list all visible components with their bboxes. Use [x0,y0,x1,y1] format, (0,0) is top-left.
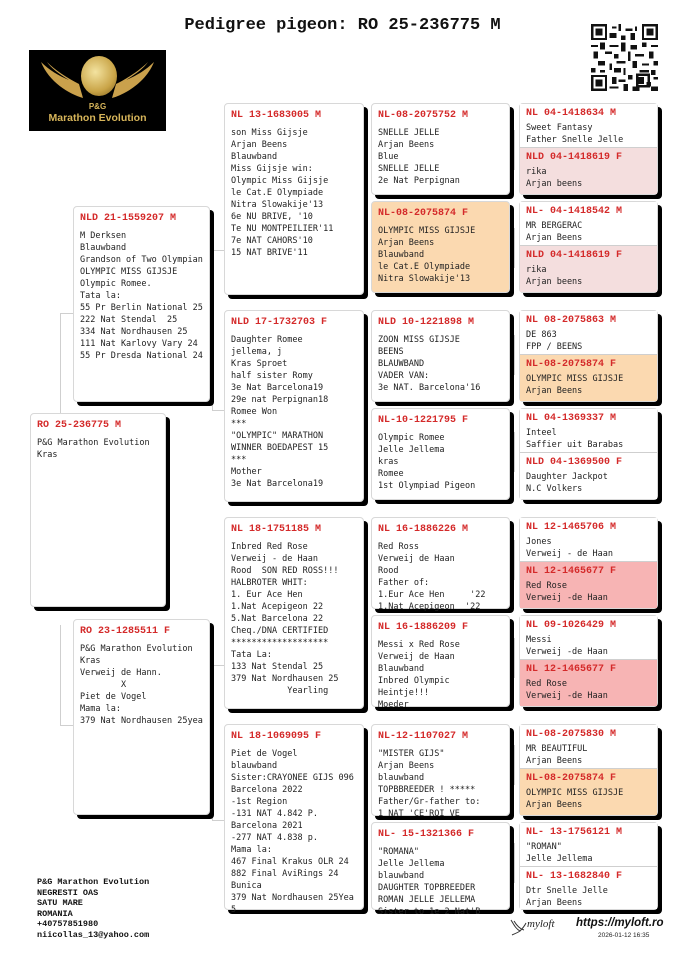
ring-number: NL 13-1683005 M [231,110,322,121]
father-card[interactable] [73,206,210,402]
connector-line [60,725,74,726]
pigeon-details: Messi Verweij -de Haan [526,635,608,657]
pigeon-details: Jones Verweij - de Haan [526,537,613,559]
ring-number: NLD 17-1732703 F [231,317,328,328]
connector-line [60,313,74,314]
ring-number: NL 16-1886209 F [378,622,469,633]
great-grandparent-card[interactable] [371,517,510,612]
ring-number: NL 12-1465677 F [526,566,617,577]
great-grandparent-card[interactable] [371,724,510,819]
ggg-male[interactable] [520,518,657,562]
ring-number: NLD 10-1221898 M [378,317,475,328]
ring-number: NL 09-1026429 M [526,620,617,631]
ggg-pair-card[interactable] [519,615,658,707]
ggg-female[interactable] [520,453,657,499]
pigeon-details: Inbred Red Rose Verweij - de Haan Rood SON RED ROSS!!! HALBROTER WHIT: 1. Eur Ace Hen 1.Nat Acepigeon 22 5.Nat Barcelona 22 Cheq./DNA CERTIFIED ******************* Tata La: 133 Nat Stendal 25 379 Nat Nordhausen 25 Yearling [231,542,339,696]
connector-line [212,250,213,410]
myloft-brand: myloft [527,918,555,930]
ring-number: NL- 13-1682840 F [526,871,623,882]
pigeon-details: son Miss Gijsje Arjan Beens Blauwband Miss Gijsje win: Olympic Miss Gijsje le Cat.E Olympiade Nitra Slowakije'13 6e NU BRIVE, '10 Te NU MONTPEILIER'11 7e NAT CAHORS'10 15 NAT BRIVE'11 [231,128,334,258]
connector-line [514,540,515,580]
great-grandparent-card[interactable] [371,615,510,710]
website-link[interactable]: https://myloft.ro [576,917,664,929]
ggg-pair-card[interactable] [519,724,658,816]
pigeon-details: Dtr Snelle Jelle Arjan Beens [526,886,608,908]
connector-line [60,313,61,413]
connector-line [212,665,224,666]
ggg-pair-card[interactable] [519,822,658,910]
logo [29,50,166,131]
ggg-pair-card[interactable] [519,310,658,402]
ring-number: RO 25-236775 M [37,420,122,431]
great-grandparent-card[interactable] [371,822,510,917]
grandparent-card[interactable] [224,517,364,709]
qr-code-icon [591,24,658,91]
ggg-male[interactable] [520,311,657,355]
grandparent-card[interactable] [224,310,364,502]
ring-number: NL-08-2075874 F [526,359,617,370]
ring-number: RO 23-1285511 F [80,626,171,637]
pigeon-details: "ROMANA" Jelle Jellema blauwband DAUGHTER TOPBREEDER ROMAN JELLE JELLEMA Sister to 1e 2 Nat'B [378,847,481,917]
subject-card[interactable] [30,413,166,607]
connector-line [60,625,61,725]
connector-line [514,335,515,375]
ring-number: NL-08-2075874 F [526,773,617,784]
pigeon-details: Red Rose Verweij -de Haan [526,581,608,603]
great-grandparent-card[interactable] [371,201,510,293]
connector-line [514,843,515,883]
pigeon-details: OLYMPIC MISS GIJSJE Arjan Beens [526,788,624,810]
connector-line [212,665,213,820]
mother-card[interactable] [73,619,210,815]
ggg-male[interactable] [520,202,657,246]
ring-number: NL-12-1107027 M [378,731,469,742]
ggg-male[interactable] [520,104,657,148]
pigeon-details: M Derksen Blauwband Grandson of Two Olympian OLYMPIC MISS GIJSJE Olympic Romee. Tata la: 55 Pr Berlin National 25 222 Nat Stendal 25 334 Nat Nordhausen 25 111 Nat Karlovy Vary 24 55 Pr Dresda National 24 [80,231,203,361]
pigeon-details: "MISTER GIJS" Arjan Beens blauwband TOPBBREEDER ! ***** Father/Gr-father to: 1 NAT 'CE'ROI VE [378,749,481,819]
ring-number: NL 12-1465706 M [526,522,617,533]
grandparent-card[interactable] [224,103,364,295]
pigeon-details: DE 863 FPP / BEENS [526,330,583,352]
pigeon-details: P&G Marathon Evolution Kras Verweij de Hann. X Piet de Vogel Mama la: 379 Nat Nordhausen 25yea [80,644,203,726]
pigeon-details: MR BEAUTIFUL Arjan Beens [526,744,588,766]
pigeon-details: Olympic Romee Jelle Jellema kras Romee 1st Olympiad Pigeon [378,433,476,491]
ggg-male[interactable] [520,409,657,453]
connector-line [514,432,515,472]
ggg-female[interactable] [520,660,657,706]
great-grandparent-card[interactable] [371,408,510,500]
pigeon-details: OLYMPIC MISS GIJSJE Arjan Beens [526,374,624,396]
logo-text-name: Marathon Evolution [48,112,147,124]
pigeon-details: rika Arjan beens [526,265,583,287]
pigeon-details: Piet de Vogel blauwband Sister:CRAYONEE GIJS 096 Barcelona 2022 -1st Region -131 NAT 4.842 P. Barcelona 2021 -277 NAT 4.838 p. Mama la: 467 Final Krakus OLR 24 882 Final AviRings 24 Bunica 379 Nat Nordhausen 25Yea 5 [231,749,354,915]
pigeon-details: OLYMPIC MISS GIJSJE Arjan Beens Blauwband le Cat.E Olympiade Nitra Slowakije'13 [378,226,476,284]
ring-number: NL-08-2075752 M [378,110,469,121]
connector-line [364,560,365,660]
ring-number: NLD 04-1418619 F [526,250,623,261]
grandparent-card[interactable] [224,724,364,915]
ggg-female[interactable] [520,562,657,608]
logo-text-pg: P&G [88,102,107,111]
pigeon-details: Inteel Saffier uit Barabas [526,428,624,450]
ggg-pair-card[interactable] [519,103,658,195]
breeder-address: P&G Marathon Evolution NEGRESTI OAS SATU MARE ROMANIA +40757851980 niicollas_13@yahoo.com [37,877,150,940]
ggg-pair-card[interactable] [519,408,658,500]
connector-line [364,355,365,455]
wing-icon [111,60,156,100]
ring-number: NL- 15-1321366 F [378,829,475,840]
wing-icon [39,60,84,100]
pigeon-details: rika Arjan beens [526,167,583,189]
ring-number: NLD 21-1559207 M [80,213,177,224]
ring-number: NL- 13-1756121 M [526,827,623,838]
pigeon-details: ZOON MISS GIJSJE BEENS BLAUWBAND VADER VAN: 3e NAT. Barcelona'16 [378,335,481,393]
ring-number: NL-08-2075874 F [378,208,469,219]
ggg-female[interactable] [520,867,657,909]
pigeon-details: Red Rose Verweij -de Haan [526,679,608,701]
great-grandparent-card[interactable] [371,310,510,402]
ring-number: NL 16-1886226 M [378,524,469,535]
pigeon-details: Daughter Romee jellema, j Kras Sproet half sister Romy 3e Nat Barcelona19 29e nat Perpignan18 Romee Won *** "OLYMPIC" MARATHON WINNER BOEDAPEST 15 *** Mother 3e Nat Barcelona19 [231,335,329,489]
connector-line [212,250,224,251]
timestamp: 2026-01-12 16:35 [598,932,650,939]
great-grandparent-card[interactable] [371,103,510,195]
ring-number: NL-10-1221795 F [378,415,469,426]
ring-number: NL- 04-1418542 M [526,206,623,217]
ggg-female[interactable] [520,148,657,194]
ggg-male[interactable] [520,616,657,660]
ring-number: NL-08-2075830 M [526,729,617,740]
ggg-female[interactable] [520,246,657,292]
page-title: Pedigree pigeon: RO 25-236775 M [184,16,501,35]
connector-line [514,638,515,678]
pigeon-details: P&G Marathon Evolution Kras [37,438,150,460]
ggg-female[interactable] [520,355,657,401]
pigeon-details: "ROMAN" Jelle Jellema [526,842,593,864]
pigeon-details: Red Ross Verweij de Haan Rood Father of: 1.Eur Ace Hen '22 1.Nat Acepigeon '22 [378,542,486,612]
connector-line [364,765,365,865]
ggg-male[interactable] [520,725,657,769]
ring-number: NL 18-1751185 M [231,524,322,535]
ring-number: NL 04-1369337 M [526,413,617,424]
connector-line [514,130,515,170]
pigeon-details: Messi x Red Rose Verweij de Haan Blauwband Inbred Olympic Heintje!!! Moeder [378,640,460,710]
ggg-pair-card[interactable] [519,517,658,609]
ring-number: NL 08-2075863 M [526,315,617,326]
ggg-male[interactable] [520,823,657,867]
ring-number: NLD 04-1369500 F [526,457,623,468]
pigeon-details: SNELLE JELLE Arjan Beens Blue SNELLE JELLE 2e Nat Perpignan [378,128,460,186]
ring-number: NLD 04-1418619 F [526,152,623,163]
ggg-female[interactable] [520,769,657,815]
ring-number: NL 18-1069095 F [231,731,322,742]
ring-number: NL 04-1418634 M [526,108,617,119]
connector-line [514,745,515,785]
connector-line [212,820,224,821]
connector-line [212,410,224,411]
connector-line [514,228,515,268]
pigeon-details: MR BERGERAC Arjan Beens [526,221,583,243]
ring-number: NL 12-1465677 F [526,664,617,675]
pigeon-details: Daughter Jackpot N.C Volkers [526,472,608,494]
connector-line [364,150,365,255]
ggg-pair-card[interactable] [519,201,658,293]
pigeon-details: Sweet Fantasy Father Snelle Jelle [526,123,624,145]
